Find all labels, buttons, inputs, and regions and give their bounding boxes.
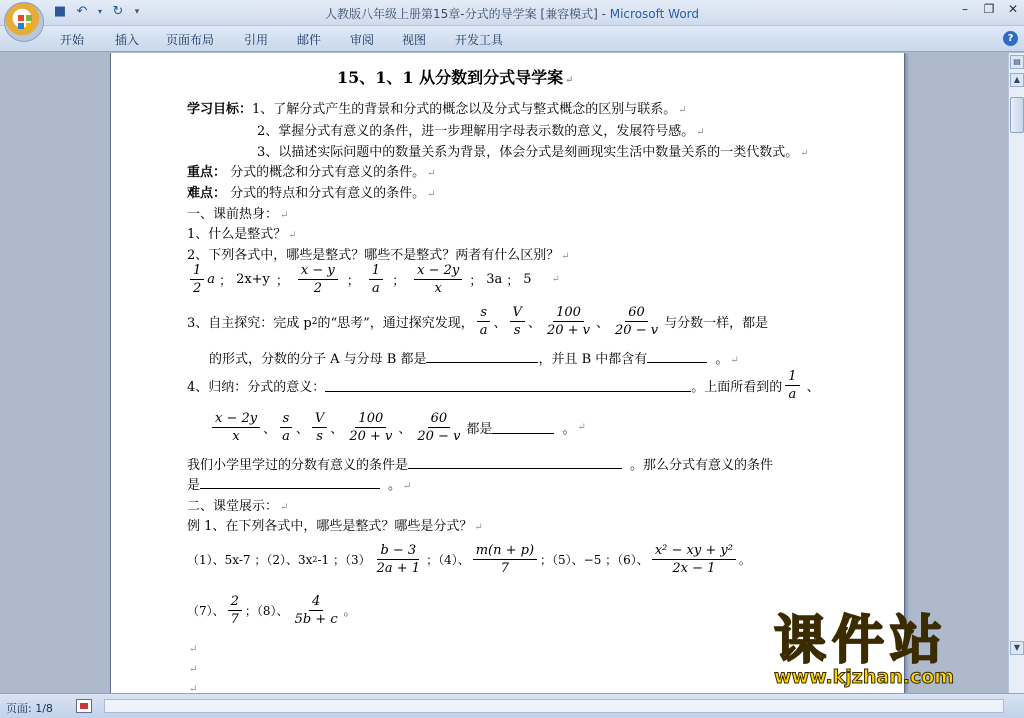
- title-bar: [0, 0, 1024, 26]
- frac-quadratic: $\frac{\text{x² − xy + y²}}{2x - 1}$: [652, 543, 736, 576]
- app-name: Microsoft Word: [609, 7, 700, 21]
- page-indicator[interactable]: 页面: 1/8: [6, 702, 53, 715]
- goal-3-line: 3、以描述实际问题中的数量关系为背景，体会分式是刻画现实生活中数量关系的一类代数式。 ↵: [257, 145, 809, 160]
- document-page[interactable]: [110, 53, 905, 693]
- expr-2x-plus-y: 2x+y: [236, 272, 270, 287]
- frac-4-over-5b-plus-c: $\frac{4}{5b + c}$: [294, 594, 338, 627]
- question-1: 1、什么是整式？ ↵: [187, 227, 297, 242]
- tab-review[interactable]: 审阅: [350, 33, 375, 47]
- question-3-line-2: 的形式，分数的分子 A 与分母 B 都是 ，并且 B 中都含有 。 ↵: [209, 352, 739, 367]
- example-1: 例 1、在下列各式中，哪些是整式？哪些是分式？ ↵: [187, 519, 483, 534]
- scroll-up-icon[interactable]: ▲: [1010, 73, 1024, 87]
- example-1-text: 例 1、在下列各式中，哪些是整式？哪些是分式？: [187, 519, 473, 534]
- section-1-heading: 一、课前热身： ↵: [187, 207, 289, 222]
- frac-100-q4: $\frac{100}{20 + v}$: [349, 411, 393, 444]
- horizontal-scrollbar[interactable]: [104, 699, 1004, 713]
- watermark-url: www.kjzhan.com: [774, 666, 955, 688]
- blank-4[interactable]: [492, 422, 554, 434]
- blank-1[interactable]: [426, 351, 538, 363]
- section-1-text: 一、课前热身：: [187, 207, 279, 222]
- frac-60-q4: $\frac{60}{20 - v}$: [417, 411, 461, 444]
- doc-title-text: 15、1、1 从分数到分式导学案: [337, 68, 564, 87]
- frac-s-over-a: $\frac{s}{a}$: [477, 305, 491, 338]
- blank-5[interactable]: [408, 457, 622, 469]
- frac-s-over-a-q4: $\frac{s}{a}$: [279, 411, 293, 444]
- goal-1: 1、了解分式产生的背景和分式的概念以及分式与整式概念的区别与联系。: [252, 102, 677, 117]
- window-title: [0, 5, 1024, 22]
- tab-mailings[interactable]: 邮件: [297, 33, 322, 47]
- blank-6[interactable]: [200, 477, 380, 489]
- title-separator: -: [597, 7, 610, 21]
- proofing-icon[interactable]: [76, 699, 92, 713]
- frac-b-minus-3: $\frac{b - 3}{2a + 1}$: [376, 543, 421, 576]
- frac-x-minus-2y-over-x: $\frac{x - 2y}{x}$: [414, 263, 462, 296]
- tab-developer[interactable]: 开发工具: [455, 33, 504, 47]
- doc-title: [337, 65, 574, 88]
- frac-v-over-s: $\frac{V}{s}$: [510, 305, 525, 338]
- key-point-line: 重点： 分式的概念和分式有意义的条件。 ↵: [187, 165, 436, 180]
- blank-3[interactable]: [325, 380, 691, 392]
- question-3-prefix: 3、自主探究：完成 p: [187, 316, 312, 331]
- question-3-suffix: 与分数一样，都是: [664, 316, 769, 331]
- frac-half-var: a: [207, 272, 216, 287]
- watermark: [774, 612, 1010, 692]
- paragraph-mark-icon: ↵: [565, 75, 574, 86]
- question-3-middle: 的“思考”，通过探究发现，: [317, 316, 474, 331]
- frac-v-over-s-q4: $\frac{V}{s}$: [312, 411, 327, 444]
- window-controls: [958, 2, 1020, 16]
- frac-1-over-a: $\frac{1}{a}$: [369, 263, 383, 296]
- document-area: [0, 53, 1008, 693]
- minimize-icon[interactable]: –: [962, 2, 968, 16]
- difficulty-text: 分式的特点和分式有意义的条件。: [226, 186, 426, 201]
- empty-paragraph: ↵: [189, 664, 198, 675]
- ribbon-tabs: [0, 26, 1024, 52]
- close-icon[interactable]: ✕: [1007, 2, 1019, 16]
- scroll-thumb[interactable]: [1010, 97, 1024, 133]
- frac-m-n-plus-p: $\frac{m(n + p)}{7}$: [473, 543, 537, 576]
- question-4: 4、归纳：分式的意义： 。上面所看到的 $\frac{1}{a}$ 、: [187, 369, 820, 402]
- goal-2-line: 2、掌握分式有意义的条件，进一步理解用字母表示数的意义，发展符号感。 ↵: [257, 124, 705, 139]
- section-2-text: 二、课堂展示：: [187, 499, 279, 514]
- goal-1-line: 学习目标：1、了解分式产生的背景和分式的概念以及分式与整式概念的区别与联系。 ↵: [187, 102, 687, 117]
- goal-3: 3、以描述实际问题中的数量关系为背景，体会分式是刻画现实生活中数量关系的一类代数式。: [257, 145, 799, 160]
- empty-paragraph: ↵: [189, 644, 198, 655]
- key-label: 重点：: [187, 165, 227, 180]
- frac-100-over-20-plus-v: $\frac{100}{20 + v}$: [546, 305, 590, 338]
- restore-icon[interactable]: ❐: [983, 2, 995, 16]
- save-icon[interactable]: ■: [53, 4, 67, 19]
- goal-2: 2、掌握分式有意义的条件，进一步理解用字母表示数的意义，发展符号感。: [257, 124, 695, 139]
- frac-x-minus-2y-over-x-q4: $\frac{x - 2y}{x}$: [212, 411, 260, 444]
- tab-references[interactable]: 引用: [244, 33, 269, 47]
- empty-paragraph: ↵: [189, 684, 198, 693]
- difficulty-label: 难点：: [187, 186, 227, 201]
- expr-3a: 3a: [486, 272, 503, 287]
- tab-page-layout[interactable]: 页面布局: [166, 33, 215, 47]
- question-3: 3、自主探究：完成 p 2 的“思考”，通过探究发现， $\frac{s}{a}$ 、 $\frac{V}{s}$ 、 $\frac{100}{20 + v}$ 、 $\frac{60}{20 - v}$ 与分数一样，都是: [187, 305, 769, 338]
- office-button[interactable]: [4, 2, 44, 42]
- frac-1-over-a-q4: $\frac{1}{a}$: [785, 369, 799, 402]
- question-1-text: 1、什么是整式？: [187, 227, 287, 242]
- example-items-row-1: （1）、5x-7 ；（2）、3x 2 -1 ；（3） $\frac{b - 3}{2a + 1}$ ；（4）、 $\frac{m(n + p)}{7}$ ；（5）、−5 ；（6）、 $\frac{\text{x² − xy + y²}}{2x - 1}$ 。: [187, 543, 751, 576]
- tab-view[interactable]: 视图: [402, 33, 427, 47]
- question-4-suffix: 。上面所看到的: [691, 380, 783, 395]
- blank-2[interactable]: [647, 351, 707, 363]
- question-4-prefix: 4、归纳：分式的意义：: [187, 380, 326, 395]
- office-logo-icon: [17, 14, 33, 30]
- status-bar: [0, 693, 1024, 718]
- tab-home[interactable]: 开始: [60, 33, 85, 47]
- expression-list: $\frac{1}{2}$ a ； 2x+y ； $\frac{x - y}{2}$ ； $\frac{1}{a}$ ； $\frac{x - 2y}{x}$ ； 3a ； 5 ↵: [187, 263, 560, 296]
- example-items-row-2: （7）、 $\frac{2}{7}$ ；（8）、 $\frac{4}{5b + c}$ 。: [187, 594, 356, 627]
- question-2-text: 2、下列各式中，哪些是整式？哪些不是整式？两者有什么区别？: [187, 248, 560, 263]
- vertical-scrollbar[interactable]: [1008, 53, 1024, 693]
- frac-60-over-20-minus-v: $\frac{60}{20 - v}$: [615, 305, 659, 338]
- watermark-chinese: 课件站: [774, 611, 949, 671]
- undo-dropdown-icon[interactable]: ▾: [97, 7, 102, 16]
- expr-5: 5: [523, 272, 532, 287]
- tab-insert[interactable]: 插入: [115, 33, 140, 47]
- primary-condition-line: 我们小学里学过的分数有意义的条件是 。那么分式有意义的条件: [187, 458, 774, 473]
- qat-customize-icon[interactable]: ▾: [134, 7, 140, 17]
- undo-icon[interactable]: ↶: [76, 4, 88, 19]
- key-text: 分式的概念和分式有意义的条件。: [226, 165, 426, 180]
- difficulty-line: 难点： 分式的特点和分式有意义的条件。 ↵: [187, 186, 436, 201]
- help-icon[interactable]: ?: [1003, 31, 1018, 46]
- primary-condition-line-2: 是 。 ↵: [187, 478, 412, 493]
- question-4-line-2: $\frac{x - 2y}{x}$ 、 $\frac{s}{a}$ 、 $\frac{V}{s}$ 、 $\frac{100}{20 + v}$ 、 $\frac{60}{20 - v}$ 都是 。 ↵: [209, 411, 586, 444]
- scroll-down-icon[interactable]: ▼: [1010, 641, 1024, 655]
- section-2-heading: 二、课堂展示： ↵: [187, 499, 289, 514]
- frac-half: $\frac{1}{2}$: [190, 263, 204, 296]
- goals-label: 学习目标：: [187, 102, 253, 117]
- ruler-toggle-icon[interactable]: ▤: [1010, 55, 1024, 69]
- question-2: 2、下列各式中，哪些是整式？哪些不是整式？两者有什么区别？ ↵: [187, 248, 570, 263]
- document-name: 人教版八年级上册第15章-分式的导学案 [兼容模式]: [324, 7, 598, 21]
- redo-icon[interactable]: ↻: [112, 4, 124, 19]
- frac-2-over-7: $\frac{2}{7}$: [228, 594, 242, 627]
- frac-x-minus-y-over-2: $\frac{x - y}{2}$: [298, 263, 338, 296]
